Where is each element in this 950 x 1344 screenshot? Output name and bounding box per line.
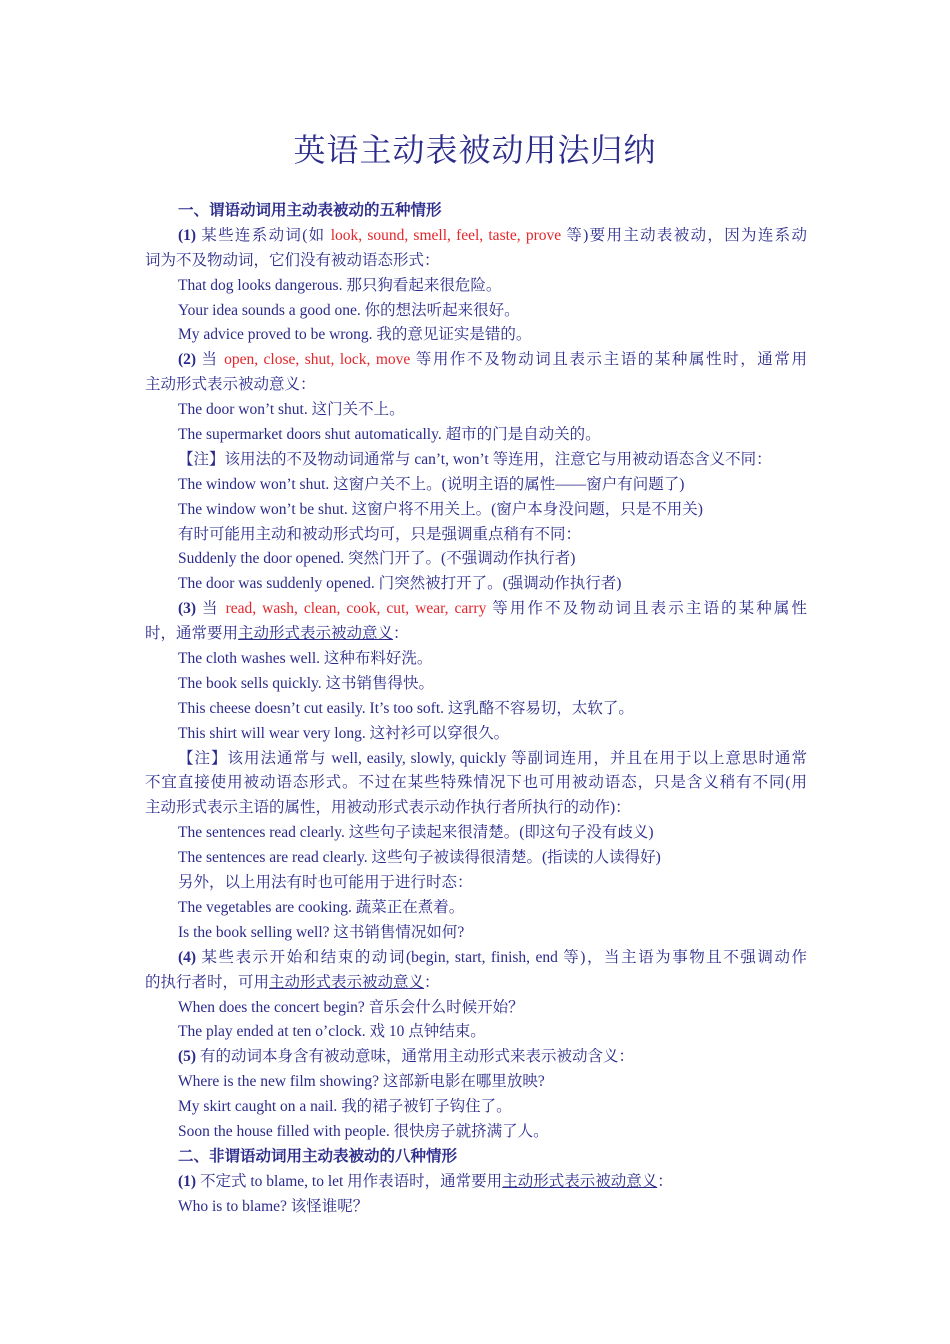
text-segment: The sentences read clearly. 这些句子读起来很清楚。(即这句子没有歧义) (178, 824, 654, 842)
highlighted-verbs: look, sound, smell, feel, taste, prove (330, 226, 562, 244)
text-segment: The book sells quickly. 这书销售得快。 (178, 674, 435, 692)
text-segment: The window won’t shut. 这窗户关不上。(说明主语的属性——窗户有问题了) (178, 475, 685, 493)
text-segment: 主动形式表示被动意义： (145, 376, 316, 394)
text-segment: 主动形式表示主语的属性，用被动形式表示动作执行者所执行的动作)： (145, 799, 631, 817)
text-line (145, 1095, 807, 1120)
text-segment: The door won’t shut. 这门关不上。 (178, 401, 405, 419)
text-line (145, 647, 807, 672)
text-segment: Who is to blame? 该怪谁呢？ (178, 1197, 369, 1215)
text-segment: ： (393, 625, 409, 643)
text-line (145, 1120, 807, 1145)
text-segment: Your idea sounds a good one. 你的想法听起来很好。 (178, 301, 520, 319)
text-line (145, 323, 807, 348)
bold-text: (1) (178, 1172, 200, 1190)
text-line (145, 1020, 807, 1045)
text-line (145, 224, 807, 249)
text-segment: When does the concert begin? 音乐会什么时候开始？ (178, 998, 524, 1016)
text-line (145, 722, 807, 747)
text-segment: Suddenly the door opened. 突然门开了。(不强调动作执行者) (178, 550, 576, 568)
text-segment: 时，通常要用 (145, 625, 239, 643)
text-line (145, 398, 807, 423)
text-segment: 某些表示开始和结束的动词(begin, start, finish, end 等)，当主语为事物且不强调动作 (201, 948, 807, 966)
text-line (145, 672, 807, 697)
text-segment: ： (424, 973, 440, 991)
text-line (145, 523, 807, 548)
text-line (145, 896, 807, 921)
text-segment: Is the book selling well? 这书销售情况如何? (178, 923, 465, 941)
bold-text: 二、非谓语动词用主动表被动的八种情形 (178, 1147, 458, 1165)
text-segment: This shirt will wear very long. 这衬衫可以穿很久。 (178, 724, 510, 742)
text-segment: Soon the house filled with people. 很快房子就挤满了人。 (178, 1122, 549, 1140)
text-line (145, 348, 807, 373)
text-line (145, 448, 807, 473)
bold-text: (4) (178, 948, 202, 966)
text-line (145, 996, 807, 1021)
text-segment: 当 (201, 351, 225, 369)
text-segment: 等用作不及物动词且表示主语的某种属性时，通常用 (410, 351, 807, 369)
underlined-phrase: 主动形式表示被动意义 (502, 1172, 658, 1190)
text-line (145, 796, 807, 821)
text-line (145, 921, 807, 946)
text-line (145, 946, 807, 971)
text-line (145, 299, 807, 324)
text-line (145, 547, 807, 572)
text-segment: My skirt caught on a nail. 我的裙子被钉子钩住了。 (178, 1098, 512, 1116)
text-segment: 有的动词本身含有被动意味，通常用主动形式来表示被动含义： (199, 1048, 634, 1066)
text-segment: This cheese doesn’t cut easily. It’s too soft. 这乳酪不容易切，太软了。 (178, 699, 634, 717)
bold-text: (3) (178, 600, 203, 618)
text-segment: 的执行者时，可用 (145, 973, 270, 991)
text-segment: The vegetables are cooking. 蔬菜正在煮着。 (178, 898, 465, 916)
text-segment: ： (657, 1172, 673, 1190)
text-segment: 等)要用主动表被动，因为连系动 (561, 226, 807, 244)
text-segment: 另外，以上用法有时也可能用于进行时态： (178, 874, 473, 892)
text-segment: My advice proved to be wrong. 我的意见证实是错的。 (178, 326, 532, 344)
text-line (145, 597, 807, 622)
text-line (145, 1045, 807, 1070)
bold-text: (1) (178, 226, 202, 244)
bold-text: 一、谓语动词用主动表被动的五种情形 (178, 202, 442, 219)
text-segment: 当 (202, 600, 226, 618)
text-segment: The door was suddenly opened. 门突然被打开了。(强调动作执行者) (178, 575, 622, 593)
bold-text: (2) (178, 351, 202, 369)
text-segment: 【注】该用法的不及物动词通常与 can’t, won’t 等连用，注意它与用被动语态含义不同： (178, 450, 772, 468)
text-line (145, 821, 807, 846)
text-line (145, 373, 807, 398)
underlined-phrase: 主动形式表示被动意义 (269, 973, 425, 991)
text-line (145, 199, 807, 224)
text-segment: 不宜直接使用被动语态形式。不过在某些特殊情况下也可用被动语态，只是含义稍有不同(用 (145, 774, 807, 792)
text-line (145, 771, 807, 796)
bold-text: (5) (178, 1048, 200, 1066)
text-segment: That dog looks dangerous. 那只狗看起来很危险。 (178, 276, 502, 294)
text-segment: 等用作不及物动词且表示主语的某种属性 (486, 600, 807, 618)
text-line (145, 249, 807, 274)
text-line (145, 1170, 807, 1195)
text-segment: 有时可能用主动和被动形式均可，只是强调重点稍有不同： (178, 525, 582, 543)
text-segment: The supermarket doors shut automatically. 超市的门是自动关的。 (178, 426, 601, 444)
text-line (145, 1145, 807, 1170)
text-line (145, 498, 807, 523)
text-line (145, 572, 807, 597)
text-segment: 不定式 to blame, to let 用作表语时，通常要用 (199, 1172, 503, 1190)
text-line (145, 622, 807, 647)
highlighted-verbs: read, wash, clean, cook, cut, wear, carry (225, 600, 487, 618)
text-line (145, 747, 807, 772)
text-segment: The cloth washes well. 这种布料好洗。 (178, 650, 433, 668)
text-line (145, 697, 807, 722)
text-line (145, 423, 807, 448)
underlined-phrase: 主动形式表示被动意义 (238, 625, 394, 643)
text-line (145, 1195, 807, 1220)
text-line (145, 871, 807, 896)
text-line (145, 274, 807, 299)
text-line (145, 971, 807, 996)
text-segment: The window won’t be shut. 这窗户将不用关上。(窗户本身没问题，只是不用关) (178, 500, 703, 518)
document-body (145, 199, 807, 1220)
text-line (145, 846, 807, 871)
text-segment: Where is the new film showing? 这部新电影在哪里放映? (178, 1073, 545, 1091)
text-line (145, 1070, 807, 1095)
text-segment: 某些连系动词(如 (201, 226, 331, 244)
text-segment: The play ended at ten o’clock. 戏 10 点钟结束。 (178, 1023, 486, 1041)
text-segment: 【注】该用法通常与 well, easily, slowly, quickly 等副词连用，并且在用于以上意思时通常 (178, 749, 807, 767)
text-segment: The sentences are read clearly. 这些句子被读得很清楚。(指读的人读得好) (178, 849, 661, 867)
highlighted-verbs: open, close, shut, lock, move (224, 351, 411, 369)
text-line (145, 473, 807, 498)
document-title: 英语主动表被动用法归纳 (293, 131, 657, 169)
text-segment: 词为不及物动词，它们没有被动语态形式： (145, 251, 440, 269)
